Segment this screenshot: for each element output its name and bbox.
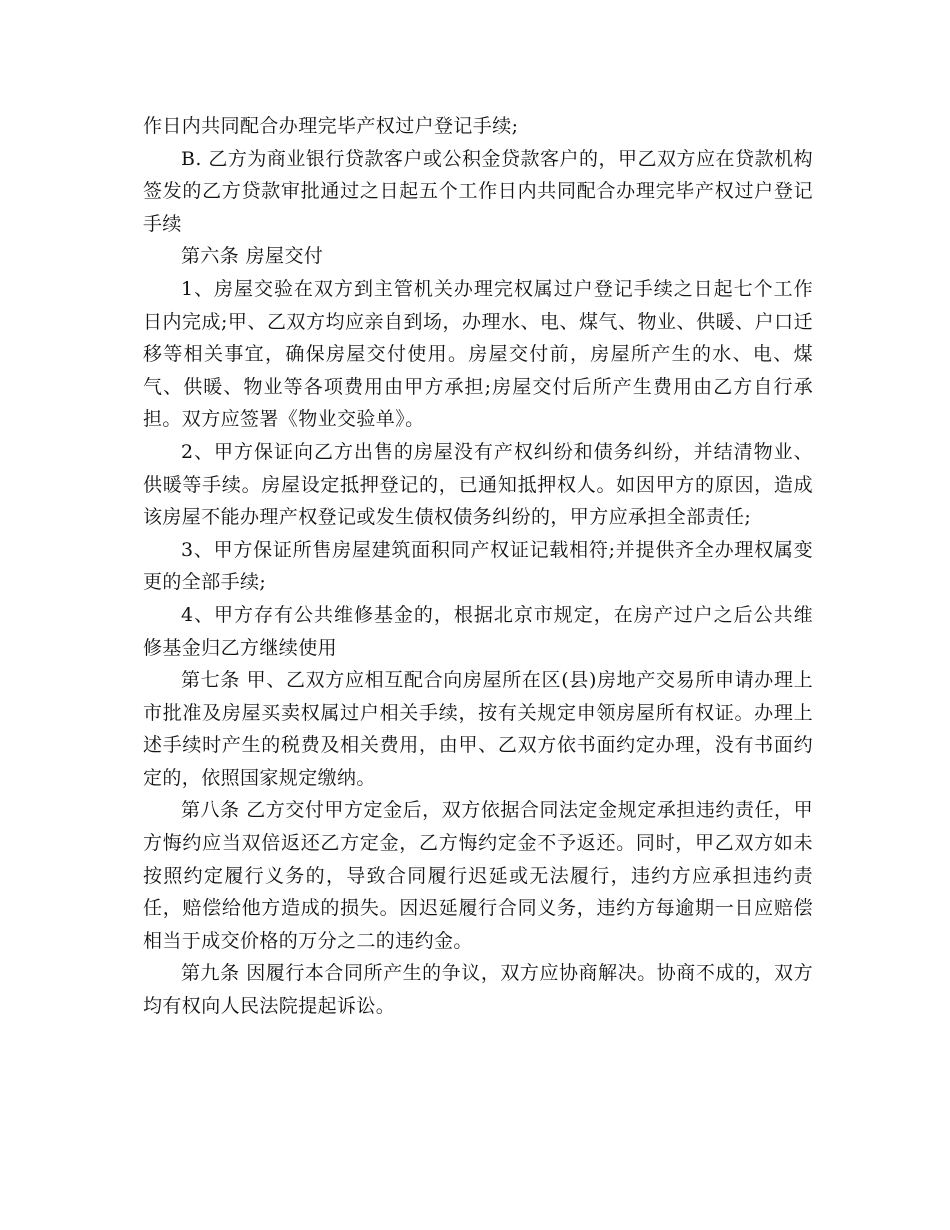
article-6-item-1: 1、房屋交验在双方到主管机关办理完权属过户登记手续之日起七个工作日内完成;甲、乙双方均应亲自到场，办理水、电、煤气、物业、供暖、户口迁移等相关事宜，确保房屋交付使用。房屋交付前，房屋所产生的水、电、煤气、供暖、物业等各项费用由甲方承担;房屋交付后所产生费用由乙方自行承担。双方应签署《物业交验单》。 xyxy=(143,277,813,431)
paragraph-continuation: 作日内共同配合办理完毕产权过户登记手续; xyxy=(143,115,519,137)
article-6-heading: 第六条 房屋交付 xyxy=(181,245,324,268)
article-8: 第八条 乙方交付甲方定金后，双方依据合同法定金规定承担违约责任，甲方悔约应当双倍返还乙方定金，乙方悔约定金不予返还。同时，甲乙双方如未按照约定履行义务的，导致合同履行迟延或无法履行，违约方应承担违约责任，赔偿给他方造成的损失。因迟延履行合同义务，违约方每逾期一日应赔偿相当于成交价格的万分之二的违约金。 xyxy=(143,799,813,952)
document-body xyxy=(143,110,813,1023)
article-7: 第七条 甲、乙双方应相互配合向房屋所在区(县)房地产交易所申请办理上市批准及房屋买卖权属过户相关手续，按有关规定申领房屋所有权证。办理上述手续时产生的税费及相关费用，由甲、乙双方依书面约定办理，没有书面约定的，依照国家规定缴纳。 xyxy=(143,669,813,789)
article-6-item-2: 2、甲方保证向乙方出售的房屋没有产权纠纷和债务纠纷，并结清物业、供暖等手续。房屋设定抵押登记的，已通知抵押权人。如因甲方的原因，造成该房屋不能办理产权登记或发生债权债务纠纷的，甲方应承担全部责任; xyxy=(143,440,813,529)
paragraph-clause-b: B. 乙方为商业银行贷款客户或公积金贷款客户的，甲乙双方应在贷款机构签发的乙方贷款审批通过之日起五个工作日内共同配合办理完毕产权过户登记手续 xyxy=(143,147,813,235)
article-9: 第九条 因履行本合同所产生的争议，双方应协商解决。协商不成的，双方均有权向人民法院提起诉讼。 xyxy=(143,962,813,1018)
article-6-item-4: 4、甲方存有公共维修基金的，根据北京市规定，在房产过户之后公共维修基金归乙方继续使用 xyxy=(143,603,813,659)
article-6-item-3: 3、甲方保证所售房屋建筑面积同产权证记载相符;并提供齐全办理权属变更的全部手续; xyxy=(143,538,813,594)
